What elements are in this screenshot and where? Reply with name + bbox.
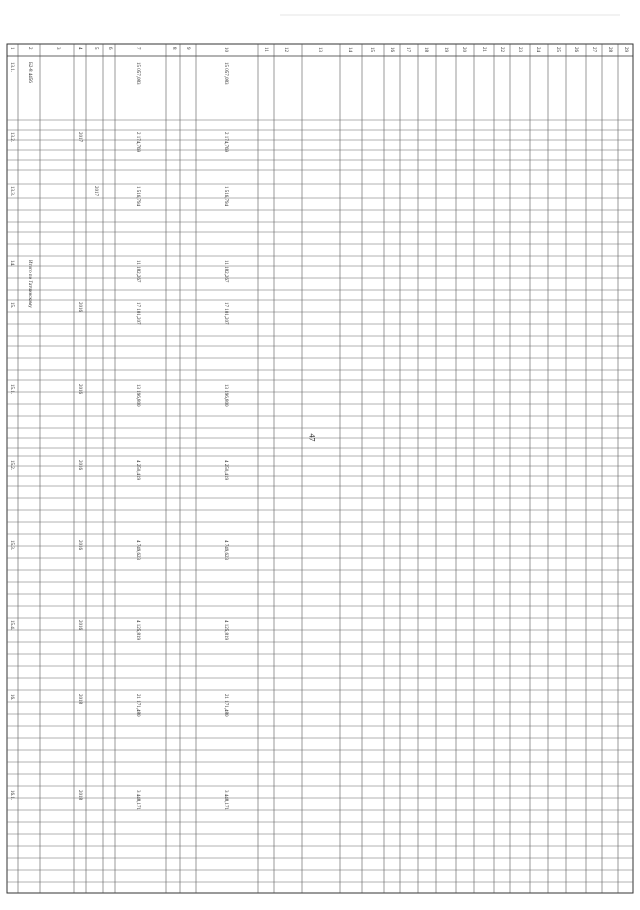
row-id: 15.1. (9, 384, 14, 394)
page-number: 47 (307, 433, 317, 442)
col-header: 3 (55, 47, 60, 50)
col-header: 5 (93, 47, 98, 50)
row-value: 1 516,794 (223, 186, 228, 206)
col-header: 23 (517, 47, 522, 52)
col-header: 20 (461, 47, 466, 52)
col-header: 29 (623, 47, 628, 52)
col-header: 9 (185, 47, 190, 50)
col-header: 6 (107, 47, 112, 50)
row-id: 13.1. (9, 62, 14, 72)
col-header: 17 (405, 47, 410, 52)
col-header: 21 (481, 47, 486, 52)
row-value: 4 749,623 (135, 540, 140, 560)
row-value: 11 182,267 (223, 260, 228, 283)
row-value: 15 057,083 (223, 62, 228, 85)
row-code: 2018 (77, 694, 82, 704)
row-code: 2016 (77, 384, 82, 394)
row-id: 13.3. (9, 186, 14, 196)
col-header: 27 (591, 47, 596, 52)
column-separators (18, 44, 618, 893)
col-header: 14 (347, 47, 352, 52)
col-header: 19 (443, 47, 448, 52)
row-code: 2016 (77, 460, 82, 470)
row-value: 21 171,480 (223, 694, 228, 717)
row-id: 13.2. (9, 132, 14, 142)
row-value: 21 171,480 (135, 694, 140, 717)
col-header: 8 (171, 47, 176, 50)
col-header: 7 (135, 47, 140, 50)
row-value: 1 516,794 (135, 186, 140, 206)
row-id: 16. (9, 694, 14, 701)
row-code: 2018 (77, 790, 82, 800)
row-value: 15 057,083 (135, 62, 140, 85)
row-code: 2017 (93, 186, 98, 196)
col-header: 13 (317, 47, 322, 52)
col-header: 16 (389, 47, 394, 52)
row-value: 11 182,267 (135, 260, 140, 283)
row-value: 4 125,819 (135, 620, 140, 640)
row-value: 4 749,623 (223, 540, 228, 560)
row-value: 2 174,769 (223, 132, 228, 152)
col-header: 25 (555, 47, 560, 52)
row-id: 14. (9, 260, 14, 267)
row-code: 2017 (77, 132, 82, 142)
row-value: 17 101,207 (223, 302, 228, 325)
row-id: 15. (9, 302, 14, 309)
col-header: 28 (607, 47, 612, 52)
col-header: 22 (499, 47, 504, 52)
col-header: 10 (223, 47, 228, 52)
table-frame (7, 44, 633, 893)
col-header: 24 (535, 47, 540, 52)
row-id: 16.1. (9, 790, 14, 800)
row-id: 15.3. (9, 540, 14, 550)
row-id: 15.4. (9, 620, 14, 630)
row-id: 15.2. (9, 460, 14, 470)
col-header: 26 (573, 47, 578, 52)
col-header: 18 (423, 47, 428, 52)
col-header: 15 (369, 47, 374, 52)
row-value: 13 196,800 (223, 384, 228, 407)
row-value: 4 125,819 (223, 620, 228, 640)
col-header: 2 (27, 47, 32, 50)
row-value: 13 196,800 (135, 384, 140, 407)
row-separators (7, 120, 633, 882)
col-header: 4 (77, 47, 82, 50)
col-header: 12 (283, 47, 288, 52)
row-code: 2016 (77, 540, 82, 550)
row-code: 2016 (77, 302, 82, 312)
row-code: 2016 (77, 620, 82, 630)
col-header: 1 (9, 47, 14, 50)
row-value: 3 448,171 (223, 790, 228, 810)
row-value: 4 250,419 (223, 460, 228, 480)
row-code: Итого по Гатчинскому (27, 260, 32, 308)
col-header: 11 (263, 47, 268, 52)
row-value: 2 174,769 (135, 132, 140, 152)
row-value: 17 101,207 (135, 302, 140, 325)
row-value: 3 448,171 (135, 790, 140, 810)
row-code: Б2-8 4456 (27, 62, 32, 83)
row-value: 4 250,419 (135, 460, 140, 480)
